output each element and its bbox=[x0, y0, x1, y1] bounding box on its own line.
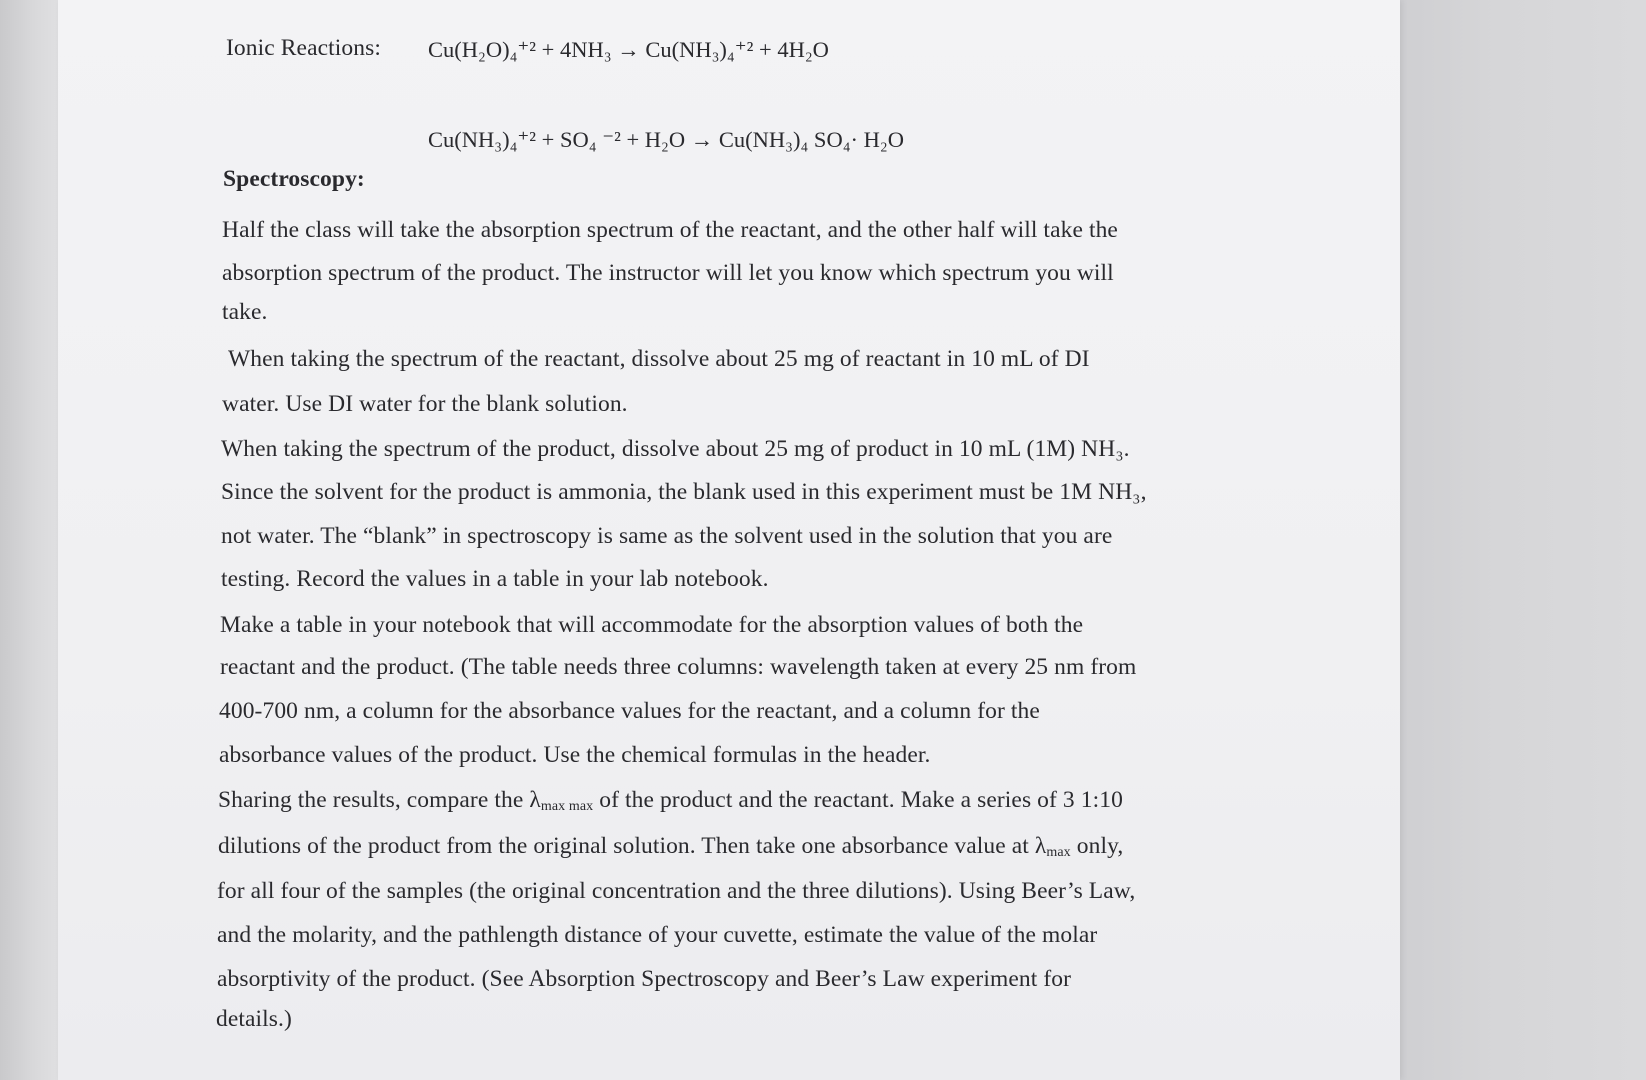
paragraph-line: Half the class will take the absorption spectrum of the reactant, and the other half will take the bbox=[222, 217, 1118, 243]
paragraph-line: take. bbox=[222, 299, 268, 325]
paragraph-line: and the molarity, and the pathlength distance of your cuvette, estimate the value of the molar bbox=[217, 922, 1098, 948]
paragraph-line: Make a table in your notebook that will accommodate for the absorption values of both the bbox=[220, 612, 1084, 638]
paragraph-line: absorptivity of the product. (See Absorption Spectroscopy and Beer’s Law experiment for bbox=[217, 966, 1072, 992]
reaction-equation-1: Cu(H₂O)₄⁺² + 4NH₃ → Cu(NH₃)₄⁺² + 4H₂O bbox=[428, 37, 829, 62]
lambda-subscript: max bbox=[1046, 845, 1071, 860]
lambda-symbol: λ bbox=[529, 787, 541, 813]
paragraph-line: absorbance values of the product. Use the chemical formulas in the header. bbox=[219, 742, 931, 768]
lambda-symbol: λ bbox=[1034, 833, 1047, 859]
reaction-equation-2: Cu(NH₃)₄⁺² + SO₄ ⁻² + H₂O → Cu(NH₃)₄ SO₄· H₂O bbox=[428, 127, 904, 152]
background-right bbox=[1400, 0, 1646, 1080]
ionic-reactions-label: Ionic Reactions: bbox=[226, 35, 381, 61]
paragraph-line: absorption spectrum of the product. The instructor will let you know which spectrum you will bbox=[222, 260, 1114, 286]
spectroscopy-heading: Spectroscopy: bbox=[223, 166, 365, 192]
paragraph-line: reactant and the product. (The table needs three columns: wavelength taken at every 25 nm from bbox=[220, 654, 1137, 680]
lambda-subscript: max max bbox=[540, 799, 594, 814]
paragraph-line: for all four of the samples (the original concentration and the three dilutions). Using Beer’s Law, bbox=[217, 878, 1136, 904]
paragraph-line: not water. The “blank” in spectroscopy is same as the solvent used in the solution that you are bbox=[221, 523, 1113, 549]
paragraph-line: testing. Record the values in a table in your lab notebook. bbox=[221, 566, 769, 592]
paragraph-line: 400-700 nm, a column for the absorbance values for the reactant, and a column for the bbox=[219, 698, 1040, 724]
paragraph-line: When taking the spectrum of the product, dissolve about 25 mg of product in 10 mL (1M) NH₃. bbox=[221, 436, 1130, 462]
paragraph-line-lambda: Sharing the results, compare the λmax max of the product and the reactant. Make a series of 3 1:10 bbox=[218, 787, 1123, 814]
paragraph-line-lambda: dilutions of the product from the original solution. Then take one absorbance value at λmax only, bbox=[218, 833, 1124, 860]
paragraph-line: When taking the spectrum of the reactant, dissolve about 25 mg of reactant in 10 mL of DI bbox=[228, 346, 1090, 372]
paragraph-line: details.) bbox=[216, 1006, 292, 1032]
document-page bbox=[58, 0, 1400, 1080]
paragraph-line: water. Use DI water for the blank solution. bbox=[222, 391, 628, 417]
paragraph-line: Since the solvent for the product is ammonia, the blank used in this experiment must be 1M NH₃, bbox=[221, 479, 1147, 505]
